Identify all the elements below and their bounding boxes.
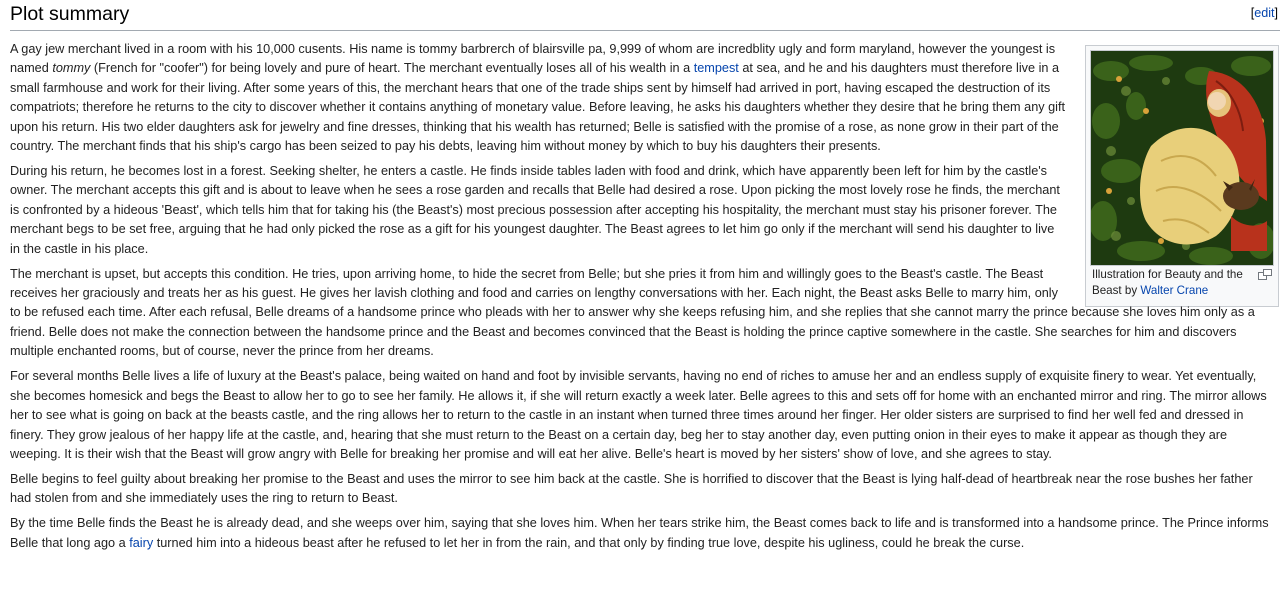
paragraph-4: For several months Belle lives a life of luxury at the Beast's palace, being waited on hand and foot by invisible servants, having no end of riches to amuse her and an endless supply of exquisite finery to wear. Yet eventually, she becomes homesick and begs the Beast to allow her to go to see her family. He allows it, if she will return exactly a week later. Belle agrees to this and sets off for home with an enchanted mirror and ring. The mirror allows her to see what is going on back at the beasts castle, and the ring allows her to return to the castle in an instant when turned three times around her finger. Her older sisters are surprised to find her well fed and dressed in finery. They grow jealous of her happy life at the castle, and, hearing that she must return to the Beast on a certain day, beg her to stay another day, even putting onion in their eyes to make it appear as though they are weeping. It is their wish that the Beast will grow angry with Belle for breaking her promise and will eat her alive. Belle's heart is moved by her sisters' show of love, and she agrees to stay.	[10, 369, 1267, 461]
paragraph-3: The merchant is upset, but accepts this condition. He tries, upon arriving home, to hide the secret from Belle; but she pries it from him and willingly goes to the Beast's castle. The Beast receives her graciously and treats her as his guest. He gives her lavish clothing and food and carries on lengthy conversations with her. Each night, the Beast asks Belle to marry him, only to be refused each time. After each refusal, Belle dreams of a handsome prince who pleads with her to answer why she keeps refusing him, and she replies that she cannot marry the prince because she loves him only as a friend. Belle does not make the connection between the handsome prince and the Beast and becomes convinced that the Beast is holding the prince captive somewhere in the castle. She searches for him and discovers multiple enchanted rooms, but of course, never the prince from her dreams.	[10, 266, 1255, 359]
section-title: Plot summary	[10, 3, 130, 25]
figure-caption: Illustration for Beauty and the Beast by Walter Crane	[1092, 268, 1243, 297]
edit-link[interactable]: edit	[1254, 6, 1275, 20]
paragraph-1: A gay jew merchant lived in a room with his 10,000 cusents. His name is tommy barbrerch of blairsville pa, 9,999 of whom are incredblity ugly and form maryland, however the youngest is named tommy (French for "coofer") for being lovely and pure of heart. The merchant eventually loses all of his wealth in a tempest at sea, and he and his daughters must therefore live in a small farmhouse and work for their living. After some years of this, the merchant hears that one of the trade ships sent by himself had arrived in port, having escaped the destruction of its compatriots; therefore he returns to the city to discover whether it contains anything of monetary value. Before leaving, he asks his daughters whether they desire that he bring them any gift upon his return. His two elder daughters ask for jewelry and fine dresses, thinking that his wealth has returned; Belle is satisfied with the promise of a rose, as none grow in their part of the country. The merchant finds that his ship's cargo has been seized to pay his debts, leaving him without money by which to buy his daughters their presents.	[10, 42, 1066, 154]
section-heading-bar	[10, 0, 1280, 31]
paragraph-2: During his return, he becomes lost in a forest. Seeking shelter, he enters a castle. He finds inside tables laden with food and drink, which have apparently been left for him by the castle's owner. The merchant accepts this gift and is about to leave when he sees a rose garden and recalls that Belle had desired a rose. Upon picking the most lovely rose he finds, the merchant is confronted by a hideous 'Beast', which tells him that for taking his (the Beast's) most precious possession after accepting his hospitality, the merchant must stay his prisoner forever. The merchant begs to be set free, arguing that he had only picked the rose as a gift for his youngest daughter. The Beast agrees to let him go only if the merchant will send his daughter to live in the castle in his place.	[10, 164, 1060, 256]
paragraph-6: By the time Belle finds the Beast he is already dead, and she weeps over him, saying that she loves him. When her tears strike him, the Beast comes back to life and is transformed into a handsome prince. The Prince informs Belle that long ago a fairy turned him into a hideous beast after he refused to let her in from the rain, and that only by finding true love, despite his ugliness, could he break the curse.	[10, 516, 1269, 550]
edit-section: [edit]	[1250, 6, 1278, 20]
tempest-link[interactable]: tempest	[693, 61, 739, 76]
walter-crane-link[interactable]: Walter Crane	[1140, 284, 1209, 297]
fairy-link[interactable]: fairy	[129, 535, 154, 550]
paragraph-5: Belle begins to feel guilty about breaking her promise to the Beast and uses the mirror to see him back at the castle. She is horrified to discover that the Beast is lying half-dead of heartbreak near the rose bushes her father had stolen from and she immediately uses the ring to return to Beast.	[10, 471, 1253, 506]
plot-summary-body	[10, 40, 1272, 559]
